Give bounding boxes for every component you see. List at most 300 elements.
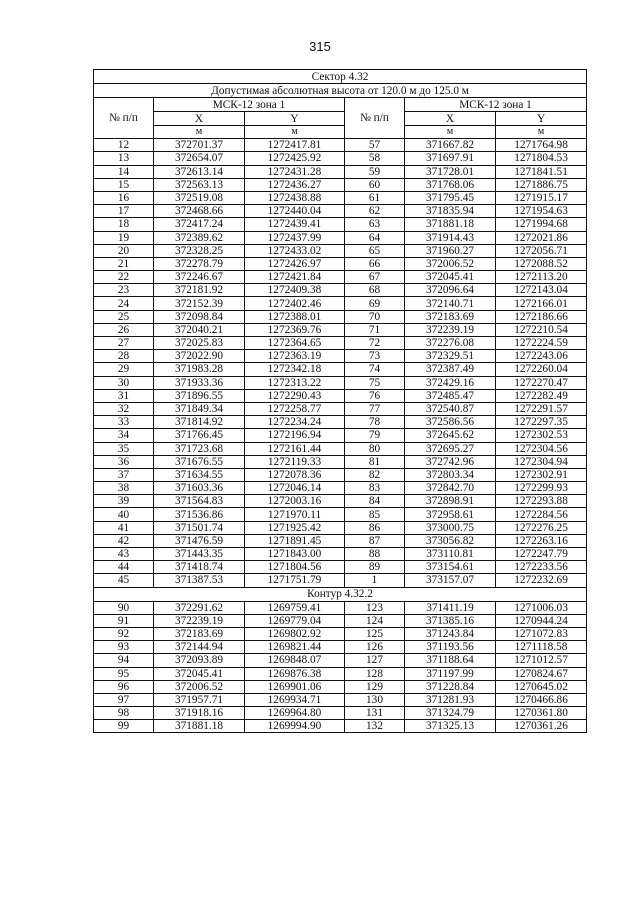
x-coord-right: 372586.56 xyxy=(405,416,496,429)
y-coord-right: 1270645.02 xyxy=(496,680,587,693)
y-coord-left: 1272196.94 xyxy=(245,429,345,442)
point-number-left: 15 xyxy=(94,178,154,191)
x-coord-left: 371983.28 xyxy=(154,363,245,376)
x-coord-right: 371667.82 xyxy=(405,139,496,152)
x-coord-left: 371957.71 xyxy=(154,693,245,706)
y-coord-left: 1272431.28 xyxy=(245,165,345,178)
point-number-left: 98 xyxy=(94,707,154,720)
table-row xyxy=(94,244,587,257)
table-row xyxy=(94,402,587,415)
y-coord-right: 1272021.86 xyxy=(496,231,587,244)
point-number-right: 129 xyxy=(345,680,405,693)
point-number-left: 20 xyxy=(94,244,154,257)
x-coord-left: 371443.35 xyxy=(154,548,245,561)
col-header-num-left: № п/п xyxy=(94,98,154,139)
point-number-right: 83 xyxy=(345,482,405,495)
point-number-right: 66 xyxy=(345,257,405,270)
y-coord-left: 1271970.11 xyxy=(245,508,345,521)
y-coord-left: 1271804.56 xyxy=(245,561,345,574)
point-number-right: 124 xyxy=(345,614,405,627)
x-coord-right: 372803.34 xyxy=(405,468,496,481)
x-coord-left: 372006.52 xyxy=(154,680,245,693)
x-coord-left: 371603.36 xyxy=(154,482,245,495)
unit-x-right: м xyxy=(405,126,496,139)
table-row xyxy=(94,257,587,270)
y-coord-left: 1272439.41 xyxy=(245,218,345,231)
point-number-left: 22 xyxy=(94,271,154,284)
table-row xyxy=(94,680,587,693)
point-number-left: 95 xyxy=(94,667,154,680)
x-coord-left: 372389.62 xyxy=(154,231,245,244)
point-number-right: 76 xyxy=(345,389,405,402)
y-coord-right: 1270824.67 xyxy=(496,667,587,680)
x-coord-left: 371814.92 xyxy=(154,416,245,429)
x-coord-right: 372842.70 xyxy=(405,482,496,495)
x-coord-left: 372040.21 xyxy=(154,323,245,336)
point-number-left: 90 xyxy=(94,601,154,614)
table-row xyxy=(94,693,587,706)
point-number-left: 12 xyxy=(94,139,154,152)
x-coord-right: 371914.43 xyxy=(405,231,496,244)
table-row xyxy=(94,442,587,455)
table-row xyxy=(94,508,587,521)
point-number-left: 14 xyxy=(94,165,154,178)
x-coord-left: 371476.59 xyxy=(154,534,245,547)
y-coord-right: 1271118.58 xyxy=(496,641,587,654)
y-coord-left: 1272369.76 xyxy=(245,323,345,336)
x-coord-right: 371197.99 xyxy=(405,667,496,680)
table-row xyxy=(94,178,587,191)
point-number-right: 71 xyxy=(345,323,405,336)
point-number-right: 67 xyxy=(345,271,405,284)
point-number-right: 68 xyxy=(345,284,405,297)
table-row xyxy=(94,139,587,152)
x-coord-left: 372278.79 xyxy=(154,257,245,270)
point-number-left: 13 xyxy=(94,152,154,165)
y-coord-right: 1272056.71 xyxy=(496,244,587,257)
point-number-right: 1 xyxy=(345,574,405,587)
x-coord-right: 372096.64 xyxy=(405,284,496,297)
y-coord-right: 1272166.01 xyxy=(496,297,587,310)
y-coord-left: 1272363.19 xyxy=(245,350,345,363)
y-coord-left: 1269759.41 xyxy=(245,601,345,614)
point-number-right: 62 xyxy=(345,205,405,218)
y-coord-left: 1272234.24 xyxy=(245,416,345,429)
col-header-x-right: X xyxy=(405,112,496,126)
table-row xyxy=(94,152,587,165)
x-coord-right: 373154.61 xyxy=(405,561,496,574)
y-coord-right: 1272293.88 xyxy=(496,495,587,508)
col-header-x-left: X xyxy=(154,112,245,126)
point-number-right: 84 xyxy=(345,495,405,508)
point-number-left: 28 xyxy=(94,350,154,363)
x-coord-right: 371193.56 xyxy=(405,641,496,654)
point-number-left: 91 xyxy=(94,614,154,627)
point-number-right: 80 xyxy=(345,442,405,455)
y-coord-right: 1271006.03 xyxy=(496,601,587,614)
x-coord-right: 372429.16 xyxy=(405,376,496,389)
y-coord-right: 1272284.56 xyxy=(496,508,587,521)
y-coord-left: 1272364.65 xyxy=(245,337,345,350)
y-coord-left: 1272426.97 xyxy=(245,257,345,270)
point-number-right: 88 xyxy=(345,548,405,561)
y-coord-right: 1271915.17 xyxy=(496,191,587,204)
x-coord-right: 371325.13 xyxy=(405,720,496,733)
x-coord-right: 373000.75 xyxy=(405,521,496,534)
point-number-left: 34 xyxy=(94,429,154,442)
table-row xyxy=(94,337,587,350)
x-coord-left: 372246.67 xyxy=(154,271,245,284)
point-number-right: 74 xyxy=(345,363,405,376)
point-number-right: 87 xyxy=(345,534,405,547)
table-row xyxy=(94,574,587,587)
x-coord-right: 372485.47 xyxy=(405,389,496,402)
x-coord-left: 372144.94 xyxy=(154,641,245,654)
y-coord-right: 1271804.53 xyxy=(496,152,587,165)
point-number-left: 32 xyxy=(94,402,154,415)
x-coord-left: 372654.07 xyxy=(154,152,245,165)
x-coord-right: 372958.61 xyxy=(405,508,496,521)
point-number-right: 125 xyxy=(345,627,405,640)
y-coord-left: 1272078.36 xyxy=(245,468,345,481)
y-coord-right: 1272302.53 xyxy=(496,429,587,442)
y-coord-left: 1272438.88 xyxy=(245,191,345,204)
y-coord-right: 1271072.83 xyxy=(496,627,587,640)
point-number-left: 23 xyxy=(94,284,154,297)
point-number-left: 25 xyxy=(94,310,154,323)
x-coord-left: 372093.89 xyxy=(154,654,245,667)
y-coord-right: 1272113.20 xyxy=(496,271,587,284)
point-number-left: 44 xyxy=(94,561,154,574)
x-coord-right: 371188.64 xyxy=(405,654,496,667)
x-coord-right: 371881.18 xyxy=(405,218,496,231)
y-coord-right: 1272260.04 xyxy=(496,363,587,376)
x-coord-right: 372045.41 xyxy=(405,271,496,284)
col-header-y-left: Y xyxy=(245,112,345,126)
x-coord-right: 371768.06 xyxy=(405,178,496,191)
coord-system-right: МСК-12 зона 1 xyxy=(405,98,587,112)
x-coord-right: 371960.27 xyxy=(405,244,496,257)
point-number-right: 69 xyxy=(345,297,405,310)
table-row xyxy=(94,363,587,376)
table-row xyxy=(94,720,587,733)
x-coord-left: 372563.13 xyxy=(154,178,245,191)
x-coord-left: 371896.55 xyxy=(154,389,245,402)
x-coord-left: 371536.86 xyxy=(154,508,245,521)
y-coord-right: 1272232.69 xyxy=(496,574,587,587)
x-coord-left: 371634.55 xyxy=(154,468,245,481)
x-coord-left: 372239.19 xyxy=(154,614,245,627)
y-coord-left: 1272402.46 xyxy=(245,297,345,310)
x-coord-left: 372417.24 xyxy=(154,218,245,231)
table-row xyxy=(94,323,587,336)
y-coord-right: 1272243.06 xyxy=(496,350,587,363)
x-coord-right: 372540.87 xyxy=(405,402,496,415)
point-number-right: 130 xyxy=(345,693,405,706)
table-row xyxy=(94,482,587,495)
x-coord-right: 372898.91 xyxy=(405,495,496,508)
x-coord-right: 371228.84 xyxy=(405,680,496,693)
x-coord-right: 372140.71 xyxy=(405,297,496,310)
x-coord-right: 371411.19 xyxy=(405,601,496,614)
table-row xyxy=(94,548,587,561)
y-coord-left: 1269802.92 xyxy=(245,627,345,640)
table-row xyxy=(94,389,587,402)
y-coord-left: 1272417.81 xyxy=(245,139,345,152)
table-row xyxy=(94,707,587,720)
point-number-left: 38 xyxy=(94,482,154,495)
x-coord-right: 372276.08 xyxy=(405,337,496,350)
y-coord-left: 1272313.22 xyxy=(245,376,345,389)
y-coord-right: 1272233.56 xyxy=(496,561,587,574)
y-coord-left: 1271925.42 xyxy=(245,521,345,534)
point-number-right: 57 xyxy=(345,139,405,152)
x-coord-left: 372152.39 xyxy=(154,297,245,310)
table-row xyxy=(94,218,587,231)
y-coord-right: 1272302.91 xyxy=(496,468,587,481)
y-coord-left: 1272161.44 xyxy=(245,442,345,455)
table-row xyxy=(94,205,587,218)
y-coord-right: 1272304.94 xyxy=(496,455,587,468)
y-coord-left: 1271891.45 xyxy=(245,534,345,547)
point-number-left: 94 xyxy=(94,654,154,667)
y-coord-left: 1272425.92 xyxy=(245,152,345,165)
x-coord-left: 371387.53 xyxy=(154,574,245,587)
x-coord-right: 371795.45 xyxy=(405,191,496,204)
y-coord-left: 1272342.18 xyxy=(245,363,345,376)
point-number-left: 30 xyxy=(94,376,154,389)
point-number-left: 37 xyxy=(94,468,154,481)
point-number-left: 43 xyxy=(94,548,154,561)
point-number-right: 59 xyxy=(345,165,405,178)
table-row xyxy=(94,231,587,244)
x-coord-right: 372006.52 xyxy=(405,257,496,270)
y-coord-right: 1271954.63 xyxy=(496,205,587,218)
unit-y-right: м xyxy=(496,126,587,139)
y-coord-left: 1272119.33 xyxy=(245,455,345,468)
y-coord-left: 1272388.01 xyxy=(245,310,345,323)
point-number-right: 73 xyxy=(345,350,405,363)
table-row xyxy=(94,614,587,627)
point-number-left: 26 xyxy=(94,323,154,336)
x-coord-right: 372695.27 xyxy=(405,442,496,455)
x-coord-left: 371676.55 xyxy=(154,455,245,468)
point-number-left: 21 xyxy=(94,257,154,270)
x-coord-left: 371564.83 xyxy=(154,495,245,508)
point-number-right: 132 xyxy=(345,720,405,733)
table-row xyxy=(94,654,587,667)
x-coord-right: 371835.94 xyxy=(405,205,496,218)
point-number-right: 64 xyxy=(345,231,405,244)
y-coord-left: 1272290.43 xyxy=(245,389,345,402)
y-coord-left: 1272437.99 xyxy=(245,231,345,244)
point-number-left: 36 xyxy=(94,455,154,468)
y-coord-right: 1272088.52 xyxy=(496,257,587,270)
y-coord-left: 1272046.14 xyxy=(245,482,345,495)
point-number-right: 60 xyxy=(345,178,405,191)
x-coord-right: 373056.82 xyxy=(405,534,496,547)
point-number-left: 31 xyxy=(94,389,154,402)
x-coord-left: 372183.69 xyxy=(154,627,245,640)
y-coord-right: 1272291.57 xyxy=(496,402,587,415)
x-coord-left: 371501.74 xyxy=(154,521,245,534)
y-coord-left: 1269821.44 xyxy=(245,641,345,654)
table-row xyxy=(94,667,587,680)
table-row xyxy=(94,641,587,654)
y-coord-right: 1272299.93 xyxy=(496,482,587,495)
x-coord-left: 371933.36 xyxy=(154,376,245,389)
table-row xyxy=(94,468,587,481)
point-number-left: 45 xyxy=(94,574,154,587)
point-number-right: 82 xyxy=(345,468,405,481)
y-coord-right: 1271886.75 xyxy=(496,178,587,191)
x-coord-right: 372239.19 xyxy=(405,323,496,336)
point-number-right: 72 xyxy=(345,337,405,350)
x-coord-left: 372468.66 xyxy=(154,205,245,218)
y-coord-right: 1271994.68 xyxy=(496,218,587,231)
contour-title: Контур 4.32.2 xyxy=(94,587,587,601)
x-coord-left: 371881.18 xyxy=(154,720,245,733)
x-coord-left: 372022.90 xyxy=(154,350,245,363)
point-number-left: 93 xyxy=(94,641,154,654)
unit-x-left: м xyxy=(154,126,245,139)
x-coord-right: 372183.69 xyxy=(405,310,496,323)
y-coord-left: 1272003.16 xyxy=(245,495,345,508)
y-coord-left: 1272258.77 xyxy=(245,402,345,415)
altitude-note: Допустимая абсолютная высота от 120.0 м до 125.0 м xyxy=(94,84,587,98)
x-coord-left: 371723.68 xyxy=(154,442,245,455)
table-row xyxy=(94,310,587,323)
y-coord-right: 1272247.79 xyxy=(496,548,587,561)
point-number-right: 61 xyxy=(345,191,405,204)
coordinates-table xyxy=(93,69,587,733)
y-coord-left: 1269848.07 xyxy=(245,654,345,667)
x-coord-right: 371324.79 xyxy=(405,707,496,720)
x-coord-left: 371418.74 xyxy=(154,561,245,574)
table-row xyxy=(94,627,587,640)
table-row xyxy=(94,191,587,204)
table-row xyxy=(94,350,587,363)
unit-y-left: м xyxy=(245,126,345,139)
point-number-left: 99 xyxy=(94,720,154,733)
point-number-right: 123 xyxy=(345,601,405,614)
table-row xyxy=(94,601,587,614)
y-coord-right: 1270361.80 xyxy=(496,707,587,720)
point-number-left: 18 xyxy=(94,218,154,231)
x-coord-right: 371728.01 xyxy=(405,165,496,178)
point-number-right: 81 xyxy=(345,455,405,468)
x-coord-left: 372291.62 xyxy=(154,601,245,614)
y-coord-right: 1272276.25 xyxy=(496,521,587,534)
page-number: 315 xyxy=(309,39,331,54)
y-coord-left: 1272433.02 xyxy=(245,244,345,257)
table-row xyxy=(94,561,587,574)
y-coord-right: 1272282.49 xyxy=(496,389,587,402)
y-coord-right: 1272270.47 xyxy=(496,376,587,389)
y-coord-left: 1269901.06 xyxy=(245,680,345,693)
x-coord-right: 373110.81 xyxy=(405,548,496,561)
point-number-left: 19 xyxy=(94,231,154,244)
y-coord-right: 1272263.16 xyxy=(496,534,587,547)
x-coord-right: 372387.49 xyxy=(405,363,496,376)
x-coord-left: 372701.37 xyxy=(154,139,245,152)
x-coord-left: 372025.83 xyxy=(154,337,245,350)
y-coord-left: 1272440.04 xyxy=(245,205,345,218)
point-number-left: 29 xyxy=(94,363,154,376)
point-number-right: 78 xyxy=(345,416,405,429)
y-coord-left: 1272436.27 xyxy=(245,178,345,191)
y-coord-left: 1272421.84 xyxy=(245,271,345,284)
table-row xyxy=(94,455,587,468)
y-coord-right: 1271012.57 xyxy=(496,654,587,667)
x-coord-right: 372329.51 xyxy=(405,350,496,363)
x-coord-left: 372098.84 xyxy=(154,310,245,323)
point-number-right: 89 xyxy=(345,561,405,574)
point-number-right: 86 xyxy=(345,521,405,534)
table-row xyxy=(94,495,587,508)
table-row xyxy=(94,297,587,310)
x-coord-left: 372181.92 xyxy=(154,284,245,297)
point-number-right: 63 xyxy=(345,218,405,231)
col-header-y-right: Y xyxy=(496,112,587,126)
x-coord-right: 371385.16 xyxy=(405,614,496,627)
point-number-left: 92 xyxy=(94,627,154,640)
y-coord-left: 1269779.04 xyxy=(245,614,345,627)
point-number-left: 27 xyxy=(94,337,154,350)
y-coord-right: 1272210.54 xyxy=(496,323,587,336)
point-number-left: 33 xyxy=(94,416,154,429)
y-coord-right: 1272304.56 xyxy=(496,442,587,455)
point-number-right: 85 xyxy=(345,508,405,521)
point-number-left: 17 xyxy=(94,205,154,218)
table-row xyxy=(94,416,587,429)
point-number-left: 16 xyxy=(94,191,154,204)
table-row xyxy=(94,284,587,297)
y-coord-right: 1270466.86 xyxy=(496,693,587,706)
point-number-left: 35 xyxy=(94,442,154,455)
point-number-left: 39 xyxy=(94,495,154,508)
y-coord-left: 1269994.90 xyxy=(245,720,345,733)
point-number-right: 75 xyxy=(345,376,405,389)
x-coord-right: 371697.91 xyxy=(405,152,496,165)
x-coord-right: 371281.93 xyxy=(405,693,496,706)
table-row xyxy=(94,376,587,389)
y-coord-left: 1269934.71 xyxy=(245,693,345,706)
point-number-left: 97 xyxy=(94,693,154,706)
y-coord-right: 1272186.66 xyxy=(496,310,587,323)
x-coord-right: 373157.07 xyxy=(405,574,496,587)
x-coord-left: 372613.14 xyxy=(154,165,245,178)
y-coord-right: 1272143.04 xyxy=(496,284,587,297)
point-number-left: 40 xyxy=(94,508,154,521)
y-coord-left: 1271751.79 xyxy=(245,574,345,587)
x-coord-left: 371849.34 xyxy=(154,402,245,415)
point-number-right: 58 xyxy=(345,152,405,165)
table-row xyxy=(94,429,587,442)
y-coord-right: 1272297.35 xyxy=(496,416,587,429)
x-coord-right: 372742.96 xyxy=(405,455,496,468)
sector-title: Сектор 4.32 xyxy=(94,70,587,84)
y-coord-left: 1272409.38 xyxy=(245,284,345,297)
point-number-right: 65 xyxy=(345,244,405,257)
coord-system-left: МСК-12 зона 1 xyxy=(154,98,345,112)
point-number-left: 42 xyxy=(94,534,154,547)
y-coord-right: 1270944.24 xyxy=(496,614,587,627)
x-coord-left: 372519.08 xyxy=(154,191,245,204)
y-coord-left: 1271843.00 xyxy=(245,548,345,561)
point-number-right: 79 xyxy=(345,429,405,442)
x-coord-left: 372045.41 xyxy=(154,667,245,680)
